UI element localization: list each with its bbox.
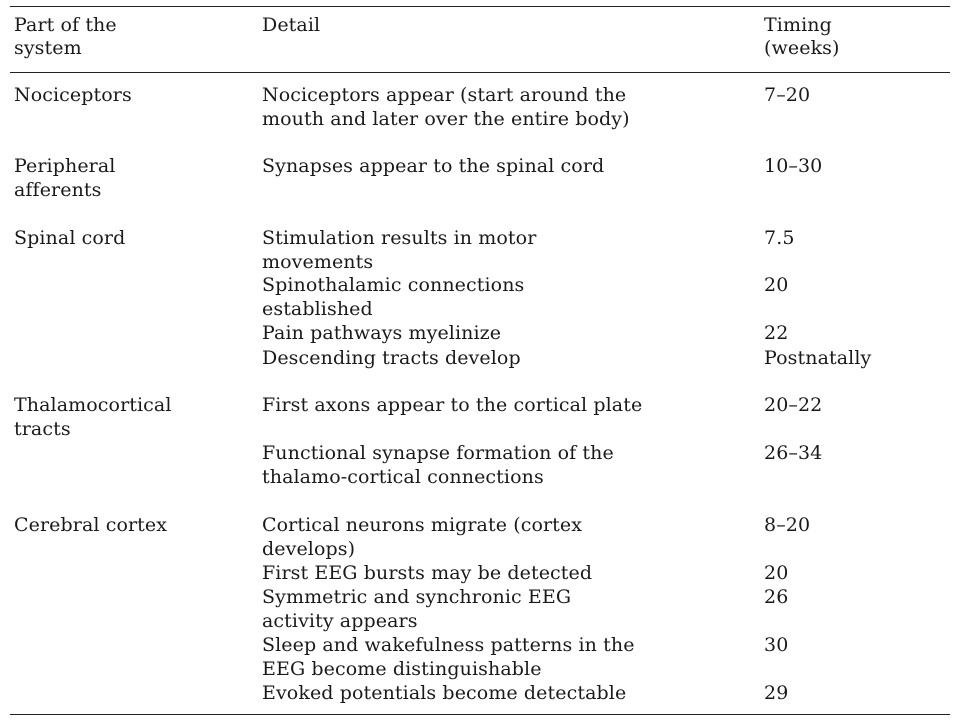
row-detail: Synapses appear to the spinal cord [262,155,605,177]
row-timing: 26–34 [764,442,823,464]
row-timing: 10–30 [764,155,823,177]
row-timing: 29 [764,682,789,704]
row-detail: mouth and later over the entire body) [262,108,630,130]
row-detail: activity appears [262,610,418,632]
row-detail: develops) [262,538,356,560]
row-detail: Evoked potentials become detectable [262,682,627,704]
row-detail: First EEG bursts may be detected [262,562,593,584]
row-detail: Stimulation results in motor [262,227,537,249]
table-top-rule [10,6,950,7]
row-timing: 22 [764,322,789,344]
row-part: Spinal cord [14,227,126,249]
row-detail: established [262,298,373,320]
header-timing-line-2: (weeks) [764,37,840,59]
row-part: Nociceptors [14,84,132,106]
row-part: Cerebral cortex [14,514,168,536]
row-detail: Descending tracts develop [262,347,521,369]
row-detail: EEG become distinguishable [262,658,542,680]
row-detail: Pain pathways myelinize [262,322,502,344]
row-timing: 20 [764,562,789,584]
row-part: Thalamocortical [14,394,172,416]
table-header-rule [10,72,950,73]
row-detail: First axons appear to the cortical plate [262,394,643,416]
header-part-line-1: Part of the [14,14,117,36]
header-timing-line-1: Timing [764,14,832,36]
row-detail: Functional synapse formation of the [262,442,614,464]
row-timing: 26 [764,586,789,608]
row-part: Peripheral [14,155,116,177]
row-detail: movements [262,251,374,273]
row-part: tracts [14,418,71,440]
row-timing: 30 [764,634,789,656]
row-part: afferents [14,179,102,201]
row-detail: thalamo-cortical connections [262,466,544,488]
row-timing: 7.5 [764,227,795,249]
row-timing: 7–20 [764,84,811,106]
row-detail: Spinothalamic connections [262,274,525,296]
row-timing: 8–20 [764,514,811,536]
row-detail: Sleep and wakefulness patterns in the [262,634,635,656]
row-detail: Nociceptors appear (start around the [262,84,627,106]
header-detail: Detail [262,14,321,36]
row-timing: Postnatally [764,347,872,369]
row-detail: Symmetric and synchronic EEG [262,586,572,608]
row-timing: 20 [764,274,789,296]
row-timing: 20–22 [764,394,823,416]
table-bottom-rule [10,714,950,715]
row-detail: Cortical neurons migrate (cortex [262,514,583,536]
header-part-line-2: system [14,37,82,59]
